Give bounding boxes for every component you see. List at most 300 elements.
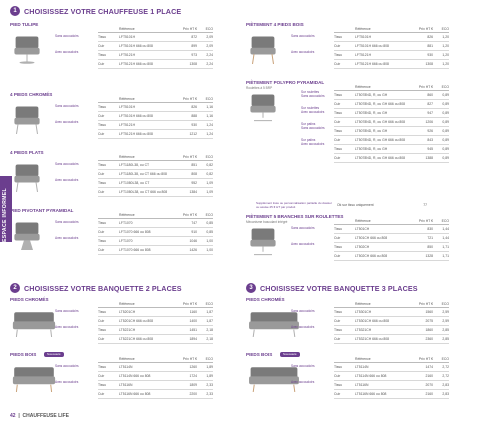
section-1-number: 1 (10, 6, 20, 16)
price-cell: 860 (427, 93, 433, 97)
column-header: ECO (205, 301, 213, 306)
block-title: PIEDS BOIS (10, 352, 37, 357)
column-header: Référence (119, 356, 135, 361)
eco-cell: 0,89 (442, 138, 449, 142)
column-header: Prix HT € (418, 218, 433, 223)
material-cell: Tissu (98, 123, 106, 127)
armrest-label: Sans accoudoirs (301, 126, 325, 130)
table-row (334, 127, 449, 136)
table-row (98, 42, 213, 51)
table-header (334, 25, 449, 33)
price-cell: 830 (427, 227, 433, 231)
price-cell: 1426 (189, 248, 197, 252)
table-row (334, 363, 449, 372)
price-cell: 826 (191, 105, 197, 109)
eco-cell: 1,87 (206, 310, 213, 314)
material-cell: Tissu (334, 53, 342, 57)
price-cell: 2200 (189, 392, 197, 396)
eco-cell: 2,33 (206, 383, 213, 387)
reference-cell: LFT1080L38, ou CT (119, 181, 150, 185)
reference-cell: LT5201CH 666 ou 808 (119, 319, 154, 323)
table-row (334, 100, 449, 109)
price-cell: 850 (427, 245, 433, 249)
price-cell: 2075 (425, 319, 433, 323)
table-row (98, 228, 213, 237)
table-header (98, 300, 213, 308)
eco-cell: 0,89 (442, 156, 449, 160)
price-cell: 1206 (425, 120, 433, 124)
table-row (98, 170, 213, 179)
price-cell: 1451 (189, 328, 197, 332)
block-title: 4 PIEDS CHROMÉS (10, 92, 53, 97)
price-cell: 827 (427, 102, 433, 106)
eco-cell: 1,16 (206, 105, 213, 109)
price-cell: 826 (427, 35, 433, 39)
eco-cell: 2,59 (442, 310, 449, 314)
eco-cell: 0,85 (206, 230, 213, 234)
material-cell: Tissu (334, 365, 342, 369)
price-table (98, 211, 213, 255)
material-cell: Cuir (98, 172, 105, 176)
new-badge: Nouveauté (280, 352, 300, 357)
price-cell: 1212 (189, 132, 197, 136)
eco-cell: 1,20 (442, 53, 449, 57)
armrest-label: Avec accoudoirs (291, 380, 315, 384)
block-title: PIED TULIPE (10, 22, 39, 27)
price-cell: 843 (427, 138, 433, 142)
eco-cell: 0,82 (206, 163, 213, 167)
eco-cell: 2,72 (442, 374, 449, 378)
material-cell: Cuir (334, 62, 341, 66)
table-row (98, 51, 213, 60)
eco-cell: 1,44 (442, 227, 449, 231)
price-table (334, 300, 449, 344)
table-row (334, 317, 449, 326)
block-title: PIÈTEMENT 4 PIEDS BOIS (246, 22, 304, 27)
price-table (98, 300, 213, 344)
block-title: PIEDS CHROMÉS (10, 297, 49, 302)
table-row (98, 112, 213, 121)
column-header: Référence (355, 218, 371, 223)
price-cell: 1474 (425, 365, 433, 369)
reference-cell: LT5321CH (355, 328, 372, 332)
reference-cell: LFT5121H (119, 53, 136, 57)
column-header: ECO (441, 301, 449, 306)
option-label: Sur patins (301, 122, 316, 126)
table-row (98, 237, 213, 246)
eco-cell: 2,85 (442, 337, 449, 341)
column-header: Prix HT € (418, 301, 433, 306)
material-cell: Cuir (98, 230, 105, 234)
eco-cell: 0,85 (206, 221, 213, 225)
table-row (98, 179, 213, 188)
table-row (334, 42, 449, 51)
price-cell: 926 (427, 129, 433, 133)
price-cell: 1308 (189, 62, 197, 66)
reference-cell: LT5221CH (119, 328, 136, 332)
column-header: Prix HT € (182, 301, 197, 306)
price-cell: 872 (191, 35, 197, 39)
armrest-label: Sans accoudoirs (291, 364, 315, 368)
eco-cell: 1,24 (206, 123, 213, 127)
eco-cell: 1,24 (206, 132, 213, 136)
armrest-label: Sans accoudoirs (291, 226, 315, 230)
supplement-price: 77 (423, 203, 427, 207)
price-cell: 930 (191, 123, 197, 127)
price-cell: 808 (191, 172, 197, 176)
price-cell: 2360 (425, 337, 433, 341)
option-label: Sur roulettes (301, 90, 320, 94)
table-row (98, 130, 213, 139)
table-row (98, 372, 213, 381)
price-table (98, 153, 213, 197)
material-cell: Tissu (98, 383, 106, 387)
reference-cell: LT5078ND, R, ou GH 666 ou 808 (355, 156, 406, 160)
column-header: ECO (205, 154, 213, 159)
chair-illustration (12, 36, 42, 69)
column-header: Référence (355, 26, 371, 31)
price-cell: 1308 (425, 62, 433, 66)
armrest-label: Avec accoudoirs (291, 242, 315, 246)
block-title: PIÈTEMENT POLYPRO PYRAMIDAL (246, 80, 325, 85)
table-header (98, 211, 213, 219)
armrest-label: Sans accoudoirs (55, 34, 79, 38)
table-row (98, 317, 213, 326)
price-cell: 1560 (425, 310, 433, 314)
eco-cell: 1,00 (206, 239, 213, 243)
armrest-label: Sans accoudoirs (291, 34, 315, 38)
price-cell: 851 (191, 163, 197, 167)
armrest-label: Sans accoudoirs (55, 309, 79, 313)
eco-cell: 0,89 (442, 120, 449, 124)
column-header: Prix HT € (418, 356, 433, 361)
reference-cell: LT502CH (355, 245, 370, 249)
column-header: ECO (441, 218, 449, 223)
price-cell: 945 (427, 147, 433, 151)
eco-cell: 2,83 (442, 392, 449, 396)
table-row (98, 33, 213, 42)
chair-illustration (248, 228, 278, 261)
reference-cell: LT5114N 666 ou 808 (119, 374, 151, 378)
material-cell: Cuir (98, 190, 105, 194)
column-header: ECO (205, 96, 213, 101)
eco-cell: 2,24 (206, 53, 213, 57)
column-header: ECO (441, 26, 449, 31)
material-cell: Tissu (334, 310, 342, 314)
reference-cell: LT5078ND, R, ou GH (355, 111, 388, 115)
price-cell: 1384 (189, 190, 197, 194)
price-cell: 952 (191, 181, 197, 185)
eco-cell: 1,20 (442, 35, 449, 39)
table-row (334, 136, 449, 145)
block-title: PIEDS CHROMÉS (246, 297, 285, 302)
eco-cell: 0,89 (442, 93, 449, 97)
eco-cell: 1,44 (442, 236, 449, 240)
material-cell: Cuir (334, 120, 341, 124)
section-3-number: 3 (246, 283, 256, 293)
table-row (334, 243, 449, 252)
material-cell: Cuir (334, 319, 341, 323)
reference-cell: LFT1070 666 ou 808 (119, 230, 151, 234)
material-cell: Cuir (98, 62, 105, 66)
column-header: ECO (441, 356, 449, 361)
armrest-label: Sans accoudoirs (55, 104, 79, 108)
reference-cell: LT5078ND, R, ou GH (355, 93, 388, 97)
table-row (334, 335, 449, 344)
price-cell: 1328 (425, 254, 433, 258)
table-row (98, 121, 213, 130)
price-cell: 1160 (189, 310, 197, 314)
chair-illustration (12, 222, 42, 255)
eco-cell: 1,09 (206, 181, 213, 185)
page-footer: 42 | CHAUFFEUSE LIFE (10, 413, 69, 419)
table-row (334, 109, 449, 118)
column-header: Prix HT € (182, 356, 197, 361)
material-cell: Cuir (98, 114, 105, 118)
table-header (334, 217, 449, 225)
armrest-label: Avec accoudoirs (55, 325, 79, 329)
eco-cell: 1,89 (206, 374, 213, 378)
material-cell: Tissu (98, 328, 106, 332)
material-cell: Cuir (334, 102, 341, 106)
material-cell: Cuir (98, 337, 105, 341)
material-cell: Cuir (334, 392, 341, 396)
chair-illustration (12, 106, 42, 139)
block-title: 4 PIEDS PLATS (10, 150, 44, 155)
material-cell: Tissu (334, 111, 342, 115)
armrest-label: Avec accoudoirs (301, 142, 325, 146)
price-cell: 1260 (189, 365, 197, 369)
reference-cell: LFT5121H 666 ou 808 (355, 62, 389, 66)
chair-illustration (248, 36, 278, 69)
eco-cell: 0,82 (206, 172, 213, 176)
reference-cell: LT5321CH 666 ou 808 (355, 337, 390, 341)
table-row (334, 252, 449, 261)
block-title: PIEDS BOIS (246, 352, 273, 357)
material-cell: Tissu (334, 93, 342, 97)
price-cell: 747 (191, 221, 197, 225)
material-cell: Tissu (334, 35, 342, 39)
column-header: Prix HT € (182, 26, 197, 31)
table-row (334, 381, 449, 390)
material-cell: Tissu (334, 147, 342, 151)
price-cell: 888 (191, 114, 197, 118)
price-cell: 1894 (189, 337, 197, 341)
reference-cell: LT5114N (119, 365, 133, 369)
column-header: Référence (119, 301, 135, 306)
table-header (98, 25, 213, 33)
column-header: ECO (205, 212, 213, 217)
material-cell: Tissu (98, 35, 106, 39)
material-cell: Tissu (334, 129, 342, 133)
price-table (334, 25, 449, 69)
column-header: Prix HT € (182, 154, 197, 159)
price-cell: 721 (427, 236, 433, 240)
price-cell: 1809 (189, 383, 197, 387)
section-2-header (10, 283, 182, 293)
price-cell: 1724 (189, 374, 197, 378)
table-row (98, 308, 213, 317)
material-cell: Cuir (334, 156, 341, 160)
table-row (334, 91, 449, 100)
table-row (334, 145, 449, 154)
column-header: Référence (119, 154, 135, 159)
eco-cell: 1,16 (206, 114, 213, 118)
reference-cell: LT5078ND, R, ou GH 666 ou 808 (355, 120, 406, 124)
block-note: Mécanisme basculant intégré (246, 220, 288, 224)
table-header (98, 153, 213, 161)
page-number: 42 (10, 413, 16, 419)
table-row (98, 60, 213, 69)
section-2-title: CHOISISSEZ VOTRE BANQUETTE 2 PLACES (24, 283, 182, 293)
eco-cell: 2,72 (442, 365, 449, 369)
column-header: Prix HT € (418, 84, 433, 89)
armrest-label: Avec accoudoirs (301, 110, 325, 114)
material-cell: Cuir (98, 132, 105, 136)
reference-cell: LT5301CH 666 ou 808 (355, 319, 390, 323)
supplement-row (337, 201, 427, 209)
option-label: Sur roulettes (301, 106, 320, 110)
price-cell: 1046 (189, 239, 197, 243)
material-cell: Cuir (334, 337, 341, 341)
reference-cell: LFT5121H (119, 123, 136, 127)
eco-cell: 2,09 (206, 35, 213, 39)
table-header (98, 355, 213, 363)
material-cell: Cuir (334, 138, 341, 142)
reference-cell: LT5078ND, R, ou GH 666 ou 808 (355, 138, 406, 142)
reference-cell: LFT5121H 666 ou 808 (119, 62, 153, 66)
eco-cell: 2,59 (442, 319, 449, 323)
column-header: Référence (355, 301, 371, 306)
table-row (334, 33, 449, 42)
price-cell: 910 (191, 230, 197, 234)
material-cell: Cuir (98, 374, 105, 378)
table-row (334, 308, 449, 317)
price-table (334, 217, 449, 261)
reference-cell: LT5221CH 666 ou 808 (119, 337, 154, 341)
section-2-number: 2 (10, 283, 20, 293)
material-cell: Tissu (334, 328, 342, 332)
armrest-label: Sans accoudoirs (291, 309, 315, 313)
table-header (334, 355, 449, 363)
table-row (334, 225, 449, 234)
column-header: Prix HT € (182, 212, 197, 217)
sidebar-label: ESPACE INFORMEL (2, 188, 8, 242)
armrest-label: Avec accoudoirs (55, 178, 79, 182)
price-cell: 1400 (189, 319, 197, 323)
eco-cell: 2,18 (206, 337, 213, 341)
material-cell: Tissu (98, 53, 106, 57)
table-header (334, 83, 449, 91)
column-header: Référence (119, 212, 135, 217)
material-cell: Tissu (98, 181, 106, 185)
reference-cell: LFT5121H (355, 53, 372, 57)
reference-cell: LFT5101H 666 ou 808 (119, 114, 153, 118)
eco-cell: 0,89 (442, 102, 449, 106)
reference-cell: LT5078ND, R, ou GH 666 ou 808 (355, 102, 406, 106)
column-header: Référence (119, 96, 135, 101)
reference-cell: LT5116N 666 ou 808 (355, 392, 387, 396)
armrest-label: Avec accoudoirs (55, 120, 79, 124)
reference-cell: LFT5101H 666 ou 808 (355, 44, 389, 48)
chair-illustration (12, 164, 42, 197)
armrest-label: Avec accoudoirs (55, 236, 79, 240)
eco-cell: 1,00 (206, 248, 213, 252)
table-row (98, 335, 213, 344)
eco-cell: 2,85 (442, 328, 449, 332)
table-row (334, 154, 449, 163)
price-table (98, 355, 213, 399)
block-note: Roulettes à 5 BRP (246, 86, 273, 90)
price-table (334, 355, 449, 399)
material-cell: Tissu (334, 227, 342, 231)
table-row (98, 246, 213, 255)
eco-cell: 2,33 (206, 392, 213, 396)
material-cell: Tissu (98, 239, 106, 243)
sofa-illustration (12, 311, 56, 342)
eco-cell: 1,20 (442, 62, 449, 66)
price-table (334, 83, 449, 163)
block-title: PIED PIVOTANT PYRAMIDAL (10, 208, 74, 213)
footer-brand: CHAUFFEUSE LIFE (22, 413, 69, 419)
reference-cell: LT501CH (355, 227, 370, 231)
armrest-label: Avec accoudoirs (291, 325, 315, 329)
price-cell: 947 (427, 111, 433, 115)
table-row (98, 326, 213, 335)
armrest-label: Sans accoudoirs (301, 94, 325, 98)
section-3-title: CHOISISSEZ VOTRE BANQUETTE 3 PLACES (260, 283, 418, 293)
eco-cell: 0,89 (442, 147, 449, 151)
reference-cell: LFT5101H (119, 105, 136, 109)
reference-cell: LT501CH 666 ou 808 (355, 236, 388, 240)
material-cell: Tissu (98, 310, 106, 314)
material-cell: Tissu (98, 163, 106, 167)
eco-cell: 1,09 (206, 190, 213, 194)
armrest-label: Avec accoudoirs (291, 50, 315, 54)
reference-cell: LFT5101H (355, 35, 372, 39)
eco-cell: 1,87 (206, 319, 213, 323)
reference-cell: LT5078ND, R, ou GH (355, 129, 388, 133)
table-row (98, 188, 213, 197)
table-row (98, 219, 213, 228)
material-cell: Cuir (334, 374, 341, 378)
material-cell: Tissu (98, 365, 106, 369)
material-cell: Cuir (98, 248, 105, 252)
table-row (334, 326, 449, 335)
table-row (334, 234, 449, 243)
material-cell: Cuir (334, 44, 341, 48)
new-badge: Nouveauté (44, 352, 64, 357)
reference-cell: LFT1070 666 ou 808 (119, 248, 151, 252)
reference-cell: LFT1180L38, ou CT 666 ou 808 (119, 172, 167, 176)
table-row (334, 118, 449, 127)
reference-cell: LFT1070 (119, 221, 133, 225)
column-header: Prix HT € (418, 26, 433, 31)
reference-cell: LT5201CH (119, 310, 136, 314)
column-header: ECO (205, 356, 213, 361)
price-cell: 2160 (425, 374, 433, 378)
table-row (98, 161, 213, 170)
material-cell: Tissu (98, 105, 106, 109)
chair-illustration (248, 94, 278, 127)
eco-cell: 1,71 (442, 245, 449, 249)
price-cell: 1860 (425, 328, 433, 332)
reference-cell: LT5301CH (355, 310, 372, 314)
armrest-label: Sans accoudoirs (55, 364, 79, 368)
sofa-illustration (12, 366, 56, 397)
armrest-label: Avec accoudoirs (55, 380, 79, 384)
armrest-label: Sans accoudoirs (55, 162, 79, 166)
